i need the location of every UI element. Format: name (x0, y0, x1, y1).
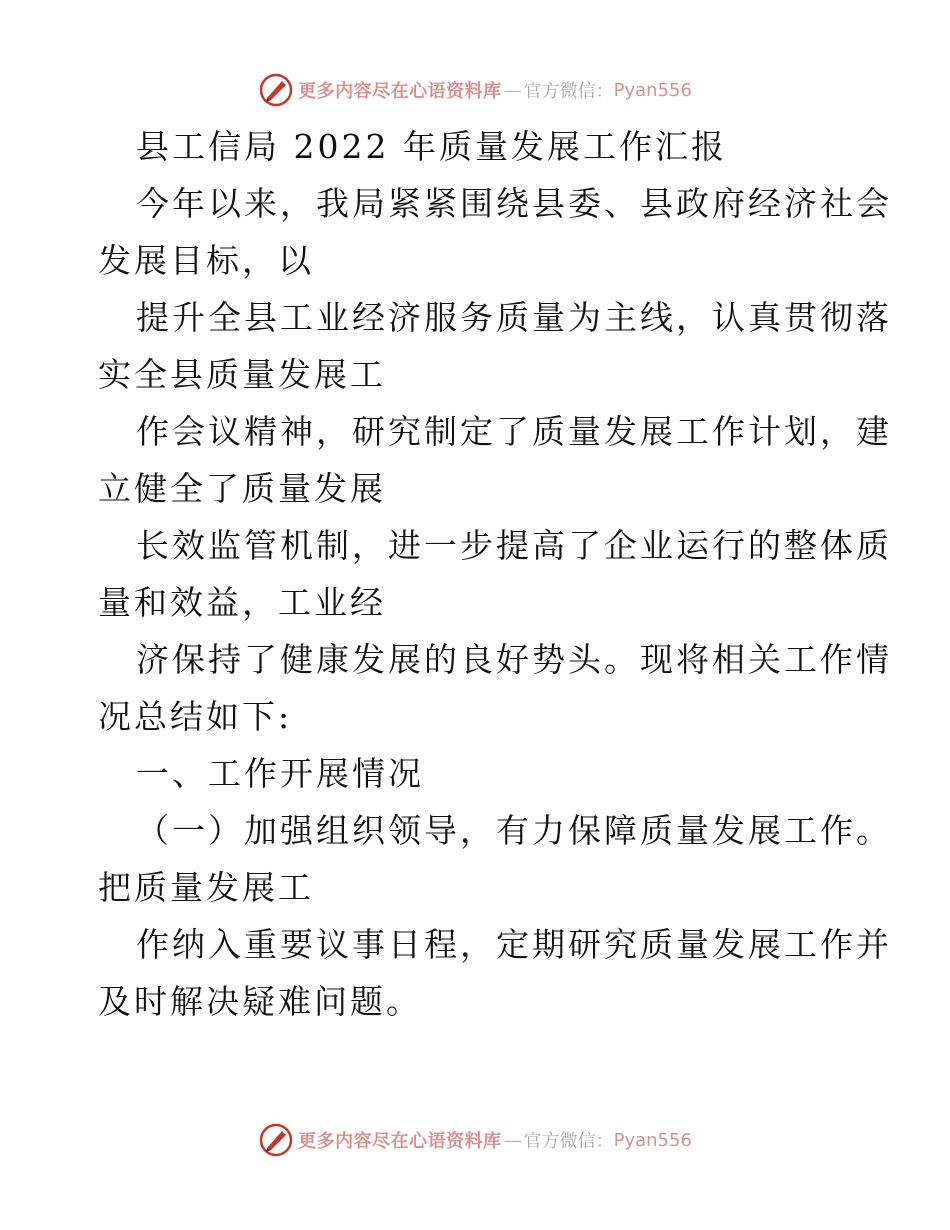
document-body (98, 118, 892, 1030)
text-line: 长效监管机制，进一步提高了企业运行的整体质 (136, 526, 892, 565)
text-line: 作纳入重要议事日程，定期研究质量发展工作并 (136, 925, 892, 964)
document-title: 县工信局 2022 年质量发展工作汇报 (136, 127, 727, 166)
text-line: 发展目标，以 (98, 241, 314, 280)
watermark-label: 官方微信： (523, 1131, 614, 1152)
watermark-footer (0, 1120, 950, 1160)
watermark-wechat-id: Pyan556 (613, 1129, 692, 1151)
text-line: 济保持了健康发展的良好势头。现将相关工作情 (136, 640, 892, 679)
watermark-separator: — (503, 79, 522, 101)
subsection-heading: （一）加强组织领导，有力保障质量发展工作。 (136, 811, 892, 850)
watermark-wechat-id: Pyan556 (613, 79, 692, 101)
pen-logo-icon (258, 72, 294, 108)
text-line: 及时解决疑难问题。 (98, 982, 422, 1021)
watermark-main-text: 更多内容尽在心语资料库 (298, 1131, 502, 1152)
pen-logo-icon (258, 1122, 294, 1158)
text-line: 作会议精神，研究制定了质量发展工作计划，建 (136, 412, 892, 451)
text-line: 提升全县工业经济服务质量为主线，认真贯彻落 (136, 298, 892, 337)
watermark-header (0, 70, 950, 110)
text-line: 立健全了质量发展 (98, 469, 386, 508)
watermark-label: 官方微信： (523, 81, 614, 102)
section-heading: 一、工作开展情况 (136, 754, 424, 793)
text-line: 量和效益，工业经 (98, 583, 386, 622)
watermark-main-text: 更多内容尽在心语资料库 (298, 81, 502, 102)
text-line: 今年以来，我局紧紧围绕县委、县政府经济社会 (136, 184, 892, 223)
watermark-separator: — (503, 1129, 522, 1151)
text-line: 实全县质量发展工 (98, 355, 386, 394)
text-line: 况总结如下: (98, 697, 293, 736)
text-line: 把质量发展工 (98, 868, 314, 907)
